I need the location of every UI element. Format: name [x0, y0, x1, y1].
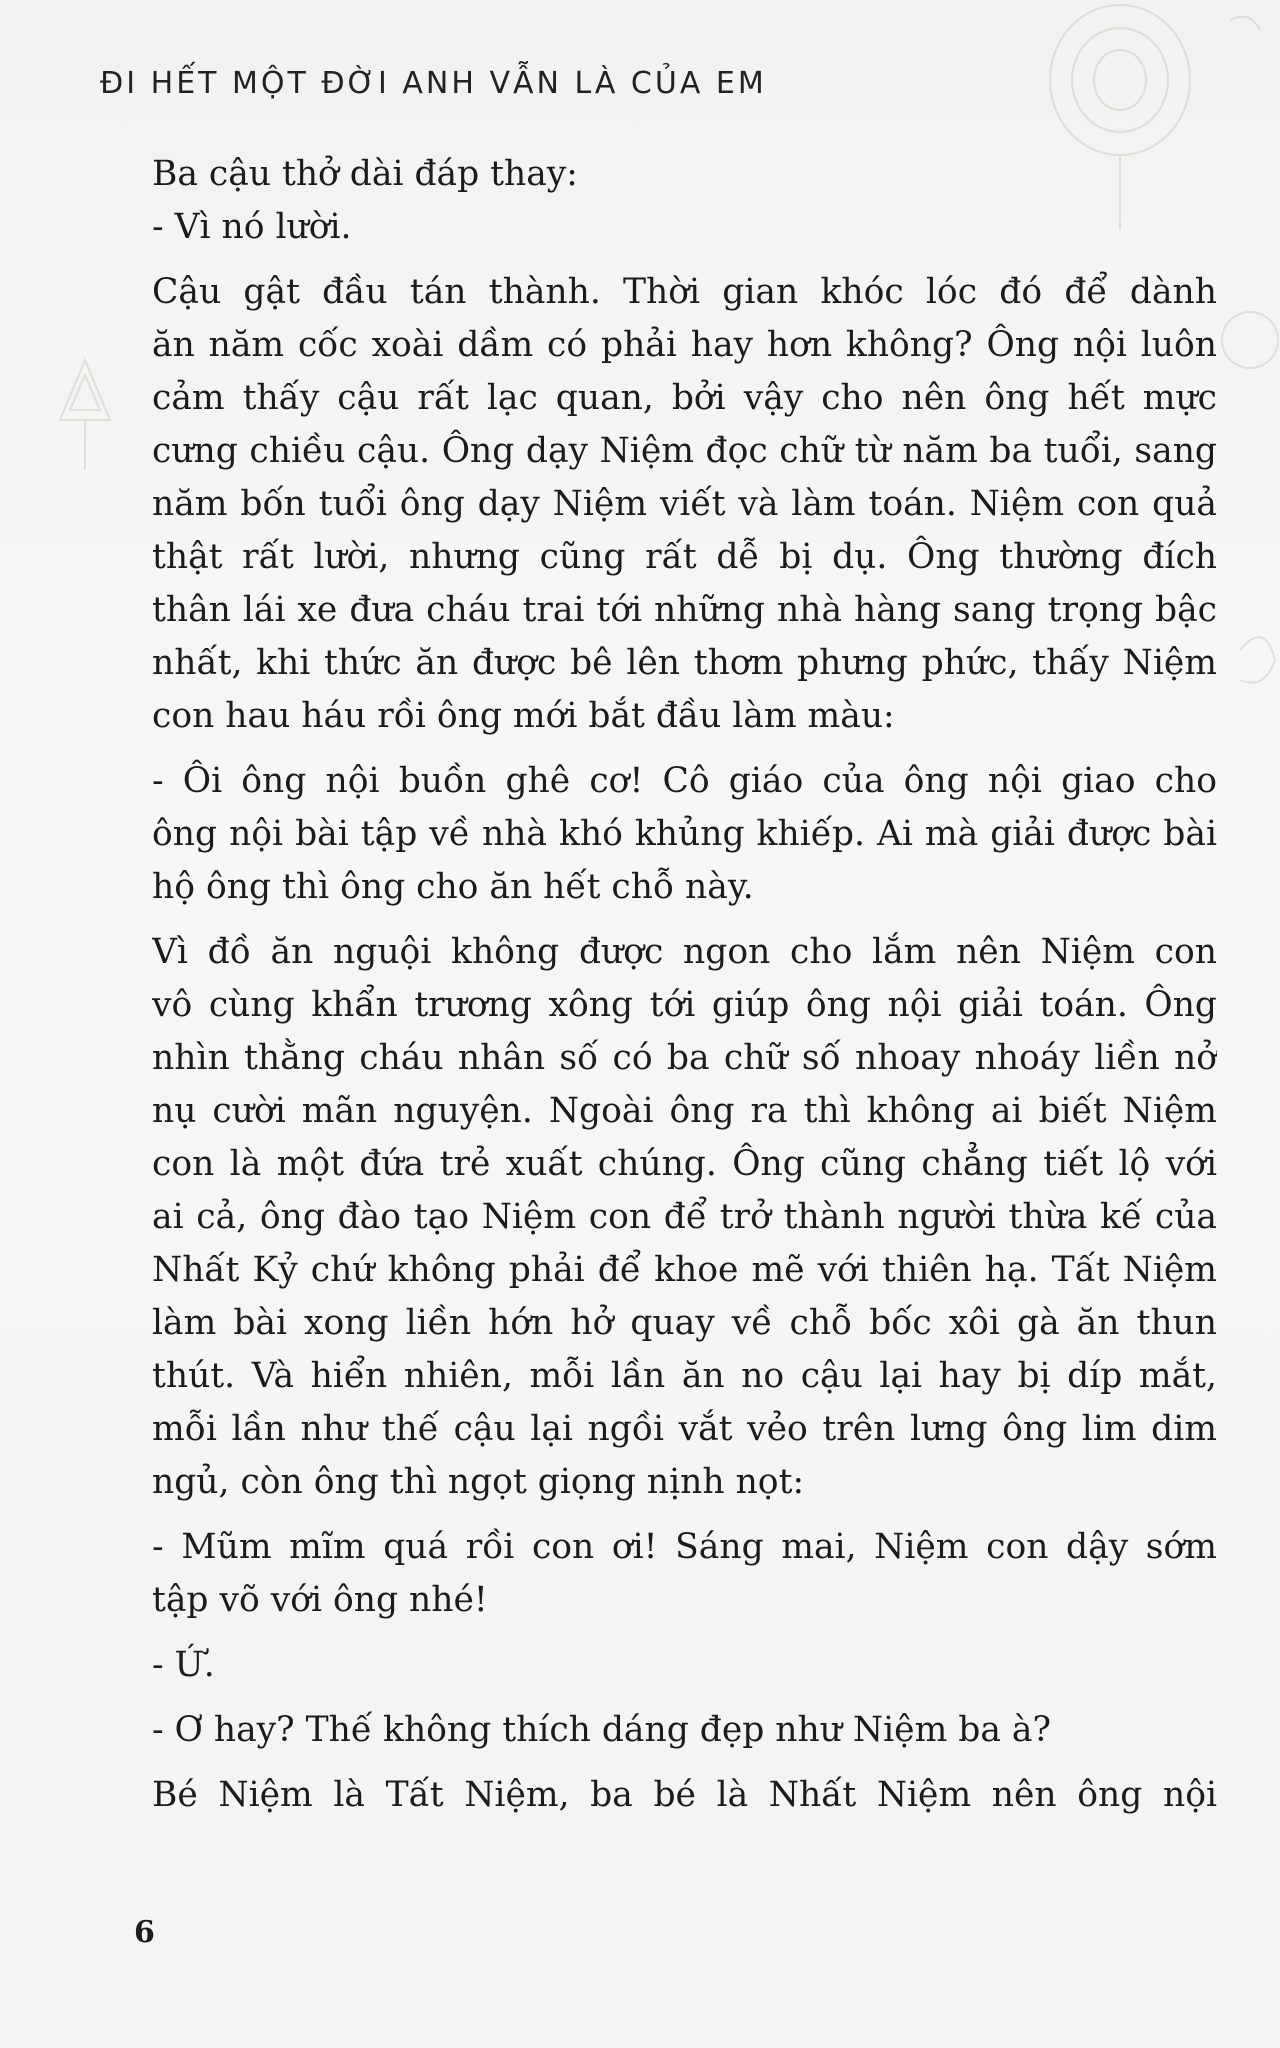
text-line: - Vì nó lười.	[152, 207, 352, 247]
text-line: Vì đồ ăn nguội không được ngon cho lắm nên Niệm con	[152, 932, 1217, 972]
text-line: Cậu gật đầu tán thành. Thời gian khóc lóc đó để dành	[152, 272, 1217, 312]
text-line: ngủ, còn ông thì ngọt giọng nịnh nọt:	[152, 1462, 805, 1502]
text-line: vô cùng khẩn trương xông tới giúp ông nội giải toán. Ông	[152, 985, 1217, 1025]
text-line: nhất, khi thức ăn được bê lên thơm phưng phức, thấy Niệm	[152, 643, 1217, 683]
text-line: con là một đứa trẻ xuất chúng. Ông cũng chẳng tiết lộ với	[152, 1144, 1217, 1184]
body-text	[152, 148, 1217, 1822]
text-line: Ba cậu thở dài đáp thay:	[152, 154, 578, 194]
text-line: thật rất lười, nhưng cũng rất dễ bị dụ. Ông thường đích	[152, 537, 1217, 577]
text-line: cảm thấy cậu rất lạc quan, bởi vậy cho nên ông hết mực	[152, 378, 1217, 418]
text-line: thút. Và hiển nhiên, mỗi lần ăn no cậu lại hay bị díp mắt,	[152, 1356, 1217, 1396]
text-line: con hau háu rồi ông mới bắt đầu làm màu:	[152, 696, 895, 736]
text-line: - Ứ.	[152, 1645, 215, 1685]
text-line: nhìn thằng cháu nhân số có ba chữ số nhoay nhoáy liền nở	[152, 1038, 1217, 1078]
text-line: ai cả, ông đào tạo Niệm con để trở thành người thừa kế của	[152, 1197, 1217, 1237]
text-line: nụ cười mãn nguyện. Ngoài ông ra thì không ai biết Niệm	[152, 1091, 1217, 1131]
text-line: hộ ông thì ông cho ăn hết chỗ này.	[152, 867, 754, 907]
text-line: ông nội bài tập về nhà khó khủng khiếp. Ai mà giải được bài	[152, 814, 1217, 854]
text-line: Nhất Kỷ chứ không phải để khoe mẽ với thiên hạ. Tất Niệm	[152, 1250, 1217, 1290]
text-line: - Ôi ông nội buồn ghê cơ! Cô giáo của ông nội giao cho	[152, 761, 1217, 801]
text-line: - Ơ hay? Thế không thích dáng đẹp như Niệm ba à?	[152, 1710, 1051, 1750]
text-line: mỗi lần như thế cậu lại ngồi vắt vẻo trên lưng ông lim dim	[152, 1409, 1217, 1449]
text-line: năm bốn tuổi ông dạy Niệm viết và làm toán. Niệm con quả	[152, 484, 1217, 524]
text-line: làm bài xong liền hớn hở quay về chỗ bốc xôi gà ăn thun	[152, 1303, 1217, 1343]
page-number: 6	[134, 1915, 155, 1950]
text-line: thân lái xe đưa cháu trai tới những nhà hàng sang trọng bậc	[152, 590, 1217, 630]
text-line: tập võ với ông nhé!	[152, 1580, 488, 1620]
text-line: - Mũm mĩm quá rồi con ơi! Sáng mai, Niệm con dậy sớm	[152, 1527, 1217, 1567]
text-line: cưng chiều cậu. Ông dạy Niệm đọc chữ từ năm ba tuổi, sang	[152, 431, 1217, 471]
text-line: Bé Niệm là Tất Niệm, ba bé là Nhất Niệm nên ông nội	[152, 1775, 1217, 1815]
running-header-title: ĐI HẾT MỘT ĐỜI ANH VẪN LÀ CỦA EM	[100, 66, 767, 101]
text-line: ăn năm cốc xoài dầm có phải hay hơn không? Ông nội luôn	[152, 325, 1217, 365]
